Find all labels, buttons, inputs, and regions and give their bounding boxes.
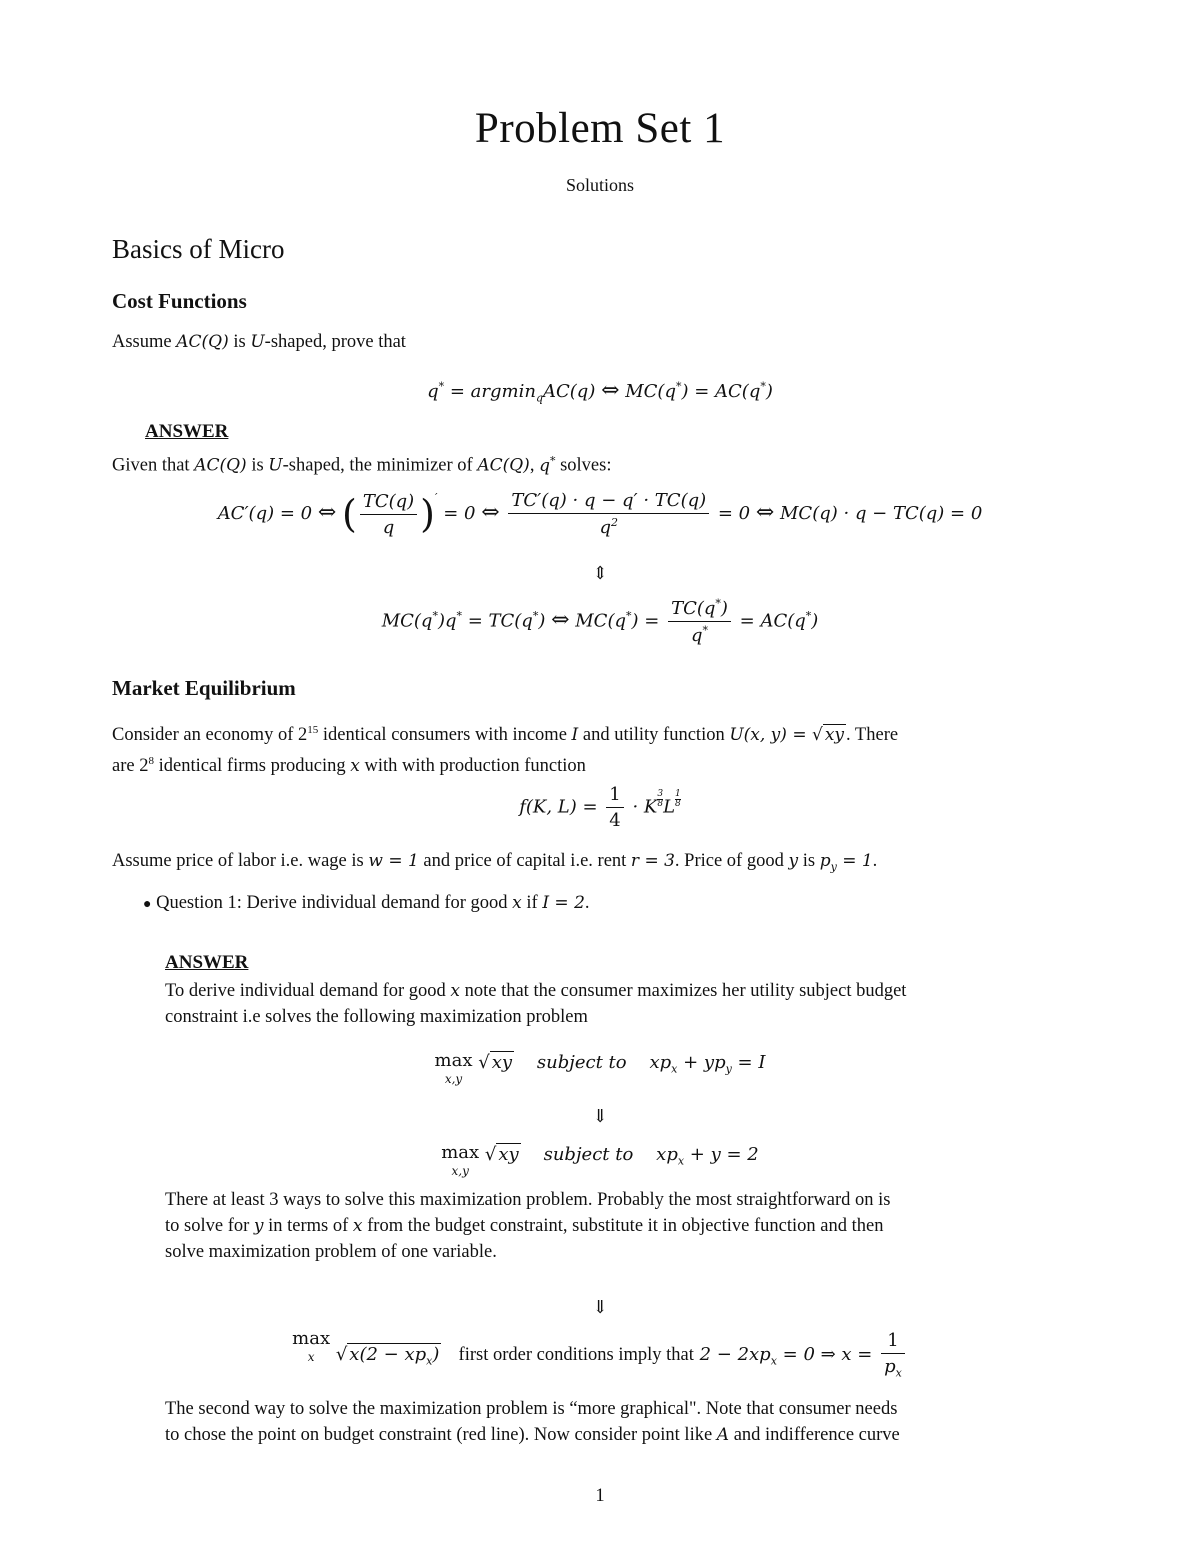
- second-way-paragraph: [165, 1396, 1095, 1448]
- prices-sentence: Assume price of labor i.e. wage is w = 1 and price of capital i.e. rent r = 3. Price of good y is $p_y = 1$.: [112, 851, 878, 874]
- num: 2: [298, 725, 308, 746]
- text: are: [112, 756, 140, 777]
- text: note that the consumer maximizes her utility subject budget: [459, 981, 907, 1001]
- derivation-line-2: MC(q*)q* = TC(q*) ⇔ MC(q*) = $\frac{TC(q^*)}{q^*}$ = AC(q*): [381, 597, 819, 646]
- text: .: [584, 893, 590, 913]
- math-y: y: [253, 1216, 264, 1236]
- text: solves:: [555, 455, 612, 476]
- foc-equation: max x √ $x(2 - xp_x)$ first order conditions imply that $2 - 2xp_x = 0$ ⇒ x = $\frac{1}{p_x}$: [0, 1330, 1200, 1380]
- text: from the budget constraint, substitute it in objective function and then: [362, 1216, 884, 1236]
- foc-text: first order conditions imply that: [458, 1344, 694, 1365]
- text: constraint i.e solves the following maximization problem: [165, 1007, 588, 1027]
- cost-prompt: [112, 329, 406, 355]
- text: To derive individual demand for good: [165, 981, 451, 1001]
- text: ,: [529, 455, 540, 476]
- text: Question 1: Derive individual demand for good: [156, 893, 513, 913]
- exp: 15: [307, 724, 319, 736]
- market-intro: Consider an economy of $2^{15}$ identical consumers with income I and utility function U(x, y) = √ xy . There are $2^8$ identical firms producing x with with production function: [112, 724, 899, 777]
- math-u: U: [250, 332, 265, 352]
- text: -shaped, prove that: [264, 332, 406, 352]
- answer-intro: Given that AC(Q) is U-shaped, the minimizer of AC(Q), q* solves:: [112, 454, 612, 476]
- math-x: x: [352, 1216, 363, 1236]
- text: is: [228, 332, 251, 352]
- text: . Price of good: [674, 851, 789, 871]
- math-x: x: [450, 981, 460, 1001]
- heading-part: Equilibrium: [184, 676, 296, 700]
- text: Given that: [112, 455, 195, 476]
- math-x: x: [350, 756, 360, 777]
- heading-part: Functions: [158, 289, 247, 313]
- max-problem-1: max x,y √ xy subject to $xp_x + yp_y = I$: [434, 1050, 766, 1086]
- text: to solve for: [165, 1216, 254, 1236]
- production-function: f(K, L) = $\frac{1}{4}$ · K $\frac{3}{8}$ L $\frac{1}{8}$: [519, 784, 681, 831]
- text: is: [798, 851, 820, 871]
- implies-arrow-1: ⇓: [592, 1106, 608, 1127]
- text: if: [521, 893, 543, 913]
- subsection-cost-functions: [112, 289, 247, 314]
- text: There at least 3 ways to solve this maximization problem. Probably the most straightforward on is: [165, 1190, 891, 1210]
- math-y: y: [788, 851, 799, 871]
- answer-label: ANSWER: [145, 421, 229, 442]
- text: to chose the point on budget constraint (red line). Now consider point like: [165, 1425, 717, 1445]
- math-ac: AC(Q): [176, 332, 229, 352]
- math-rent: r = 3: [630, 851, 675, 871]
- q1-answer-text: [165, 978, 1095, 1030]
- text: with with production function: [359, 756, 586, 777]
- document-title: Problem Set 1: [474, 105, 726, 152]
- text: . There: [846, 725, 899, 746]
- text: The second way to solve the maximization problem is “more graphical". Note that consumer needs: [165, 1399, 898, 1419]
- question-1: [143, 890, 590, 918]
- text: Assume price of labor i.e. wage is: [112, 851, 369, 871]
- text: identical consumers with income: [318, 725, 572, 746]
- text: -shaped, the minimizer of: [282, 455, 478, 476]
- document-subtitle: Solutions: [565, 175, 635, 195]
- math-point-a: A: [716, 1425, 730, 1445]
- exp: 8: [148, 755, 154, 768]
- text: identical firms producing: [153, 756, 351, 777]
- heading-part: Cost: [112, 289, 153, 313]
- math-cond: I = 2: [542, 893, 585, 913]
- answer-label-q1: ANSWER: [165, 952, 249, 973]
- math-i: I: [571, 725, 579, 746]
- section-title: Basics of Micro: [112, 234, 285, 264]
- page-number: 1: [595, 1486, 605, 1506]
- heading-part: Market: [112, 676, 180, 700]
- implies-arrow-2: ⇓: [592, 1297, 608, 1318]
- text: .: [872, 851, 878, 871]
- math-wage: w = 1: [368, 851, 419, 871]
- text: Consider an economy of: [112, 725, 298, 746]
- text: solve maximization problem of one variable.: [165, 1242, 497, 1262]
- claim-equation: q* = argmin$_q$AC(q) ⇔ MC(q*) = AC(q*): [427, 378, 773, 405]
- text: and price of capital i.e. rent: [418, 851, 631, 871]
- derivation-line-1: AC′(q) = 0 ⇔ ( $\frac{TC(q)}{q}$ )′ = 0 ⇔ $\frac{TC'(q) \cdot q - q' \cdot TC(q)}{q^2}$ = 0 ⇔ MC(q) · q − TC(q) = 0: [217, 490, 983, 538]
- text: is: [246, 455, 269, 476]
- text: Assume: [112, 332, 177, 352]
- text: and indifference curve: [729, 1425, 900, 1445]
- max-problem-2: max x,y √ xy subject to $xp_x + y = 2$: [441, 1142, 759, 1178]
- text: in terms of: [263, 1216, 353, 1236]
- subsection-market-equilibrium: [112, 676, 296, 701]
- math-x: x: [512, 893, 522, 913]
- num: 2: [139, 756, 149, 777]
- bullet-icon: ●: [143, 897, 152, 912]
- equivalence-arrow: ⇕: [592, 563, 608, 584]
- text: and utility function: [578, 725, 730, 746]
- ways-paragraph: [165, 1187, 1095, 1265]
